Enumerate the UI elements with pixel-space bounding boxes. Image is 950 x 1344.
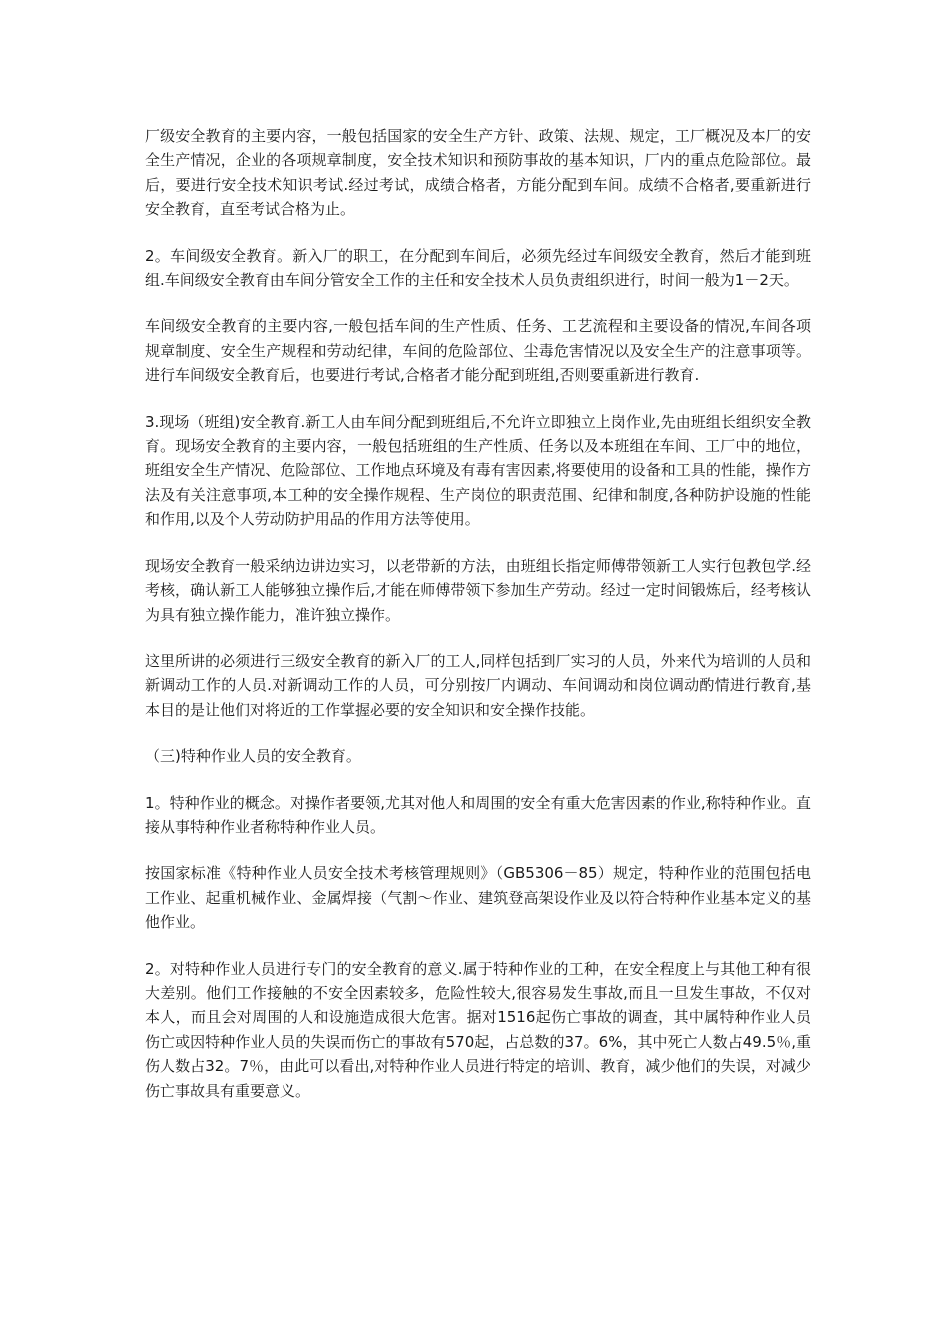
paragraph-three-level-scope: 这里所讲的必须进行三级安全教育的新入厂的工人,同样包括到厂实习的人员，外来代为培训的人员和新调动工作的人员.对新调动工作的人员，可分别按厂内调动、车间调动和岗位调动酌情进行教育,基本目的是让他们对将近的工作掌握必要的安全知识和安全操作技能。 <box>145 651 811 719</box>
paragraph-workshop-level-content: 车间级安全教育的主要内容,一般包括车间的生产性质、任务、工艺流程和主要设备的情况,车间各项规章制度、安全生产规程和劳动纪律，车间的危险部位、尘毒危害情况以及安全生产的注意事项等。进行车间级安全教育后，也要进行考试,合格者才能分配到班组,否则要重新进行教育. <box>145 317 811 385</box>
section-heading-special-operations: （三)特种作业人员的安全教育。 <box>145 747 361 766</box>
paragraph-on-site-method: 现场安全教育一般采纳边讲边实习，以老带新的方法，由班组长指定师傅带领新工人实行包教包学.经考核，确认新工人能够独立操作后,才能在师傅带领下参加生产劳动。经过一定时间锻炼后，经考核认为具有独立操作能力，准许独立操作。 <box>145 556 811 624</box>
paragraph-national-standard: 按国家标准《特种作业人员安全技术考核管理规则》（GB5306－85）规定，特种作业的范围包括电工作业、起重机械作业、金属焊接（气割～作业、建筑登高架设作业及以符合特种作业基本定义的基他作业。 <box>145 864 811 932</box>
paragraph-factory-level-content: 厂级安全教育的主要内容，一般包括国家的安全生产方针、政策、法规、规定，工厂概况及本厂的安全生产情况，企业的各项规章制度，安全技术知识和预防事故的基本知识，厂内的重点危险部位。最后，要进行安全技术知识考试.经过考试，成绩合格者，方能分配到车间。成绩不合格者,要重新进行安全教育，直至考试合格为止。 <box>145 127 811 219</box>
paragraph-special-operation-concept: 1。特种作业的概念。对操作者要领,尤其对他人和周围的安全有重大危害因素的作业,称特种作业。直接从事特种作业者称特种作业人员。 <box>145 793 811 836</box>
paragraph-special-education-significance: 2。对特种作业人员进行专门的安全教育的意义.属于特种作业的工种，在安全程度上与其他工种有很大差别。他们工作接触的不安全因素较多，危险性较大,很容易发生事故,而且一旦发生事故，不仅对本人，而且会对周围的人和设施造成很大危害。据对1516起伤亡事故的调查，其中属特种作业人员伤亡或因特种作业人员的失误而伤亡的事故有570起，占总数的37。6%，其中死亡人数占49.5％,重伤人数占32。7％，由此可以看出,对特种作业人员进行特定的培训、教育，减少他们的失误，对减少伤亡事故具有重要意义。 <box>145 959 811 1100</box>
document-body <box>145 124 811 1125</box>
paragraph-team-level-education: 3.现场（班组)安全教育.新工人由车间分配到班组后,不允许立即独立上岗作业,先由班组长组织安全教育。现场安全教育的主要内容，一般包括班组的生产性质、任务以及本班组在车间、工厂中的地位，班组安全生产情况、危险部位、工作地点环境及有毒有害因素,将要使用的设备和工具的性能，操作方法及有关注意事项,本工种的安全操作规程、生产岗位的职责范围、纪律和制度,各种防护设施的性能和作用,以及个人劳动防护用品的作用方法等使用。 <box>145 412 811 529</box>
paragraph-workshop-level-education: 2。车间级安全教育。新入厂的职工，在分配到车间后，必须先经过车间级安全教育，然后才能到班组.车间级安全教育由车间分管安全工作的主任和安全技术人员负责组织进行，时间一般为1－2天。 <box>145 246 811 290</box>
